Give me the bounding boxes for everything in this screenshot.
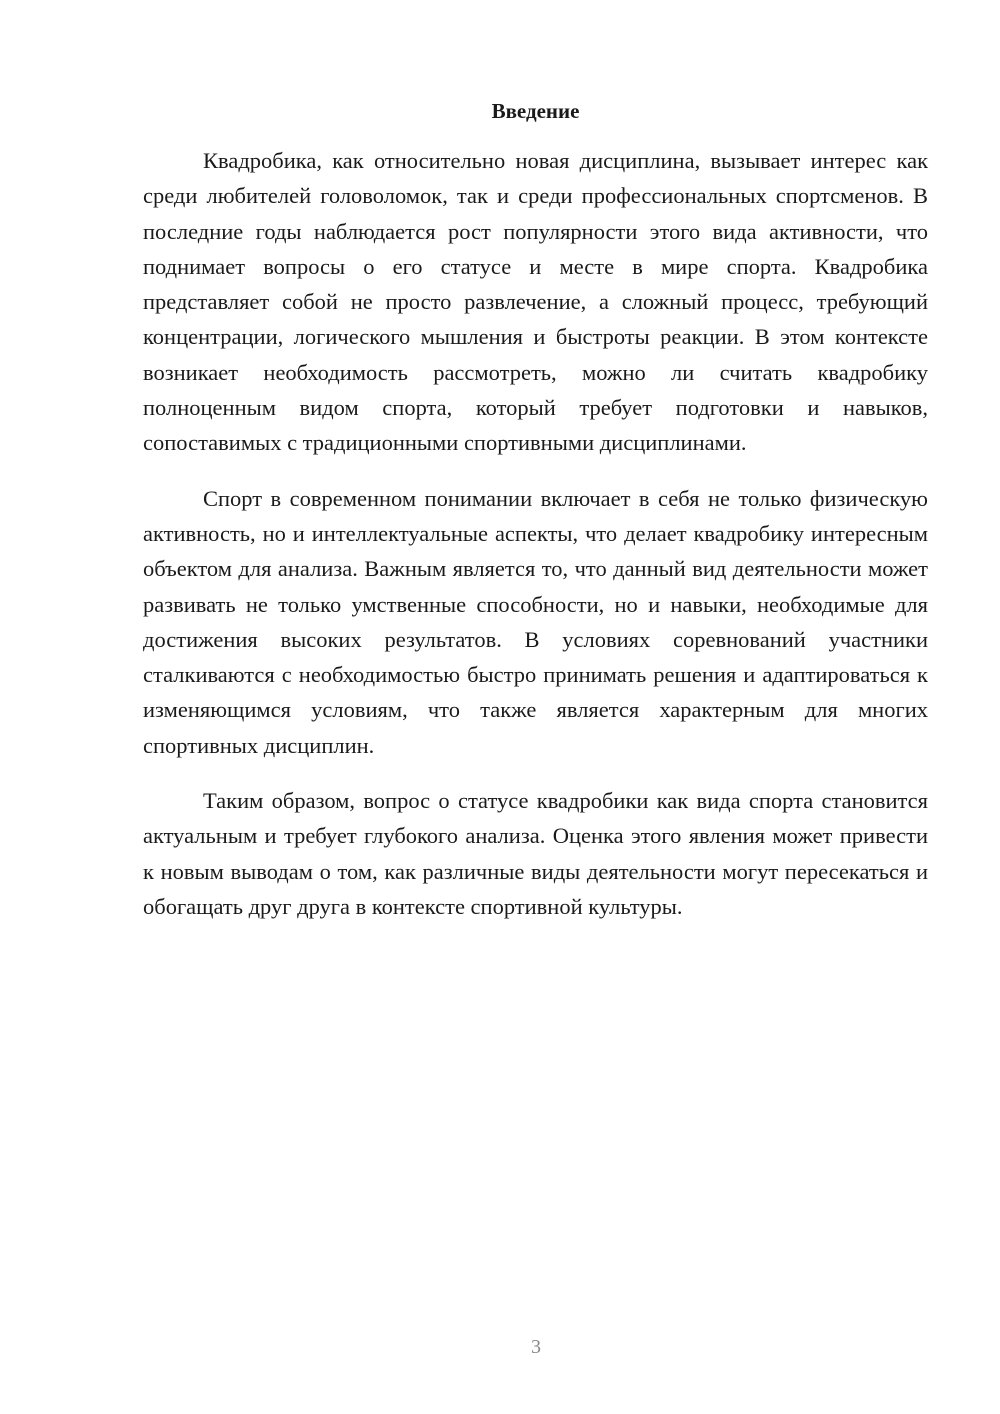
section-title: Введение (491, 99, 580, 123)
paragraph-3: Таким образом, вопрос о статусе квадробики как вида спорта становится актуальным и требует глубокого анализа. Оценка этого явления может привести к новым выводам о том, как различные виды деятельности могут пересекаться и обогащать друг друга в контексте спортивной культуры. (143, 788, 928, 919)
paragraph-2: Спорт в современном понимании включает в себя не только физическую активность, но и интеллектуальные аспекты, что делает квадробику интересным объектом для анализа. Важным является то, что данный вид деятельности может развивать не только умственные способности, но и навыки, необходимые для достижения высоких результатов. В условиях соревнований участники сталкиваются с необходимостью быстро принимать решения и адаптироваться к изменяющимся условиям, что также является характерным для многих спортивных дисциплин. (143, 485, 928, 758)
page-content (143, 96, 928, 944)
page-number: 3 (531, 1336, 541, 1358)
paragraph-1: Квадробика, как относительно новая дисциплина, вызывает интерес как среди любителей головоломок, так и среди профессиональных спортсменов. В последние годы наблюдается рост популярности этого вида активности, что поднимает вопросы о его статусе и месте в мире спорта. Квадробика представляет собой не просто развлечение, а сложный процесс, требующий концентрации, логического мышления и быстроты реакции. В этом контексте возникает необходимость рассмотреть, можно ли считать квадробику полноценным видом спорта, который требует подготовки и навыков, сопоставимых с традиционными спортивными дисциплинами. (143, 148, 928, 456)
